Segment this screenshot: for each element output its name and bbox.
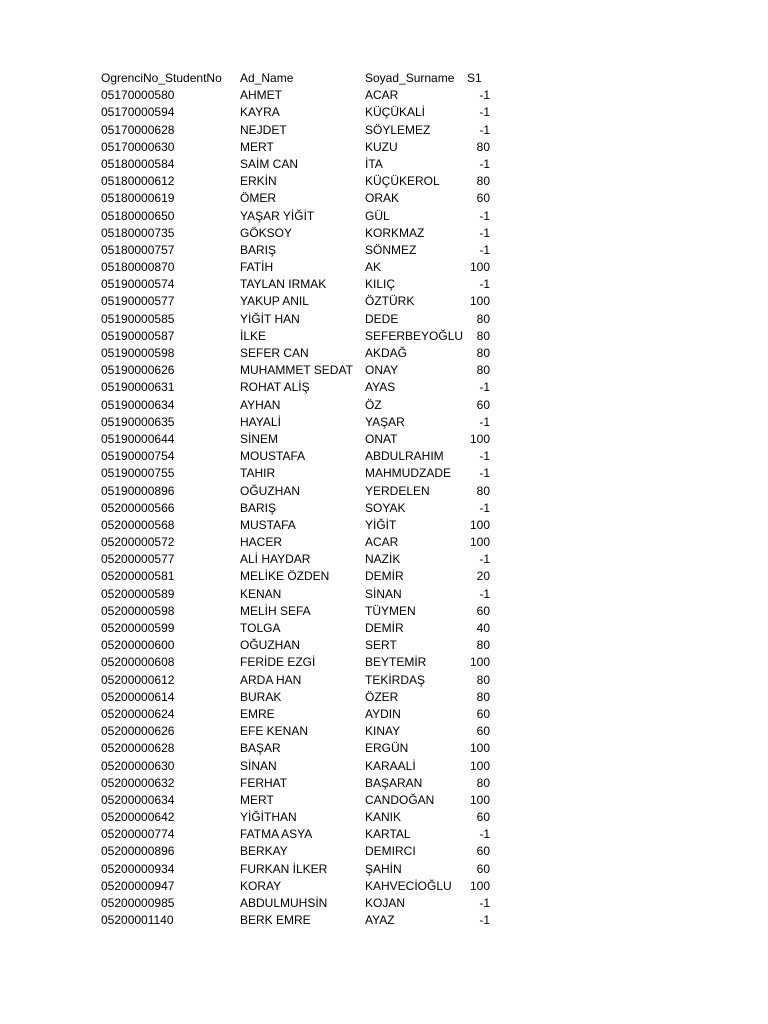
table-row xyxy=(101,723,501,740)
cell-name: SAİM CAN xyxy=(240,156,299,171)
cell-surname: KOJAN xyxy=(365,896,406,910)
cell-name: OĞUZHAN xyxy=(240,483,300,498)
cell-name: EMRE xyxy=(240,706,275,721)
cell-student-no: 05200000628 xyxy=(101,741,175,756)
cell-s1: 80 xyxy=(476,638,490,653)
table-row xyxy=(101,465,501,482)
cell-student-no: 05200000572 xyxy=(101,535,175,550)
cell-s1: 80 xyxy=(476,775,490,790)
table-row xyxy=(101,448,501,465)
cell-student-no: 05200000934 xyxy=(101,861,175,876)
cell-name: BARIŞ xyxy=(240,242,277,257)
cell-s1: 20 xyxy=(476,569,490,584)
cell-name: BURAK xyxy=(240,689,282,704)
cell-student-no: 05200000896 xyxy=(101,844,175,859)
cell-s1: -1 xyxy=(479,500,490,515)
cell-name: TOLGA xyxy=(240,621,281,635)
cell-name: MELİKE ÖZDEN xyxy=(240,569,330,584)
cell-name: YİĞİTHAN xyxy=(240,810,297,825)
table-row xyxy=(101,156,501,173)
cell-s1: -1 xyxy=(479,88,490,103)
cell-student-no: 05200000634 xyxy=(101,792,175,807)
cell-name: MUHAMMET SEDAT xyxy=(240,363,353,378)
cell-student-no: 05180000619 xyxy=(101,191,175,206)
cell-s1: -1 xyxy=(479,466,490,481)
cell-s1: -1 xyxy=(479,156,490,171)
cell-surname: TEKİRDAŞ xyxy=(365,672,426,687)
cell-student-no: 05200000632 xyxy=(101,775,175,790)
cell-surname: BAŞARAN xyxy=(365,775,423,790)
header-student-no: OgrenciNo_StudentNo xyxy=(101,71,222,85)
cell-surname: DEMIRCI xyxy=(365,844,416,859)
table-row xyxy=(101,672,501,689)
cell-surname: ABDULRAHIM xyxy=(365,449,444,464)
table-row xyxy=(101,895,501,912)
cell-name: KENAN xyxy=(240,586,282,601)
cell-s1: 80 xyxy=(476,328,490,343)
cell-name: HACER xyxy=(240,535,283,550)
cell-s1: 100 xyxy=(469,294,490,309)
cell-surname: İTA xyxy=(365,156,383,171)
cell-name: FATMA ASYA xyxy=(240,827,313,842)
cell-surname: AYAS xyxy=(365,380,396,395)
cell-surname: SÖNMEZ xyxy=(365,242,417,257)
table-row xyxy=(101,843,501,860)
cell-name: MOUSTAFA xyxy=(240,449,306,464)
cell-s1: -1 xyxy=(479,105,490,120)
cell-surname: DEMİR xyxy=(365,569,404,584)
cell-name: NEJDET xyxy=(240,122,287,137)
table-row xyxy=(101,225,501,242)
cell-surname: ACAR xyxy=(365,88,399,103)
table-row xyxy=(101,414,501,431)
cell-name: SEFER CAN xyxy=(240,346,309,360)
cell-student-no: 05200000566 xyxy=(101,500,175,515)
cell-student-no: 05200000612 xyxy=(101,672,175,687)
cell-surname: KANIK xyxy=(365,810,402,825)
cell-s1: 60 xyxy=(476,724,490,739)
cell-name: YİĞİT HAN xyxy=(240,311,300,326)
cell-surname: CANDOĞAN xyxy=(365,792,435,807)
table-row xyxy=(101,792,501,809)
cell-surname: AKDAĞ xyxy=(365,346,408,360)
cell-name: MELİH SEFA xyxy=(240,603,311,618)
header-s1: S1 xyxy=(467,71,482,85)
table-row xyxy=(101,912,501,929)
cell-name: MUSTAFA xyxy=(240,517,296,532)
cell-name: AYHAN xyxy=(240,397,281,412)
cell-student-no: 05190000626 xyxy=(101,363,175,378)
cell-student-no: 05180000612 xyxy=(101,174,175,189)
cell-s1: 100 xyxy=(469,741,490,756)
table-row xyxy=(101,397,501,414)
cell-s1: 100 xyxy=(469,260,490,275)
cell-s1: 40 xyxy=(476,621,490,635)
cell-name: HAYALİ xyxy=(240,414,281,429)
table-header-row xyxy=(101,70,501,87)
table-row xyxy=(101,431,501,448)
cell-surname: KUZU xyxy=(365,139,398,154)
table-body xyxy=(101,87,501,929)
cell-surname: KINAY xyxy=(365,724,401,739)
cell-s1: -1 xyxy=(479,896,490,910)
cell-student-no: 05170000594 xyxy=(101,105,175,120)
cell-surname: ŞAHİN xyxy=(365,861,402,876)
table-row xyxy=(101,637,501,654)
table-row xyxy=(101,87,501,104)
table-row xyxy=(101,483,501,500)
cell-name: BERK EMRE xyxy=(240,913,311,928)
cell-surname: KAHVECİOĞLU xyxy=(365,878,452,893)
cell-surname: KORKMAZ xyxy=(365,225,425,240)
cell-s1: 80 xyxy=(476,174,490,189)
cell-surname: ÖZTÜRK xyxy=(365,294,415,309)
cell-student-no: 05200000608 xyxy=(101,655,175,670)
cell-name: ROHAT ALİŞ xyxy=(240,380,310,395)
cell-s1: -1 xyxy=(479,122,490,137)
cell-name: OĞUZHAN xyxy=(240,638,300,653)
cell-student-no: 05190000896 xyxy=(101,483,175,498)
cell-s1: 80 xyxy=(476,346,490,360)
cell-student-no: 05170000630 xyxy=(101,139,175,154)
cell-student-no: 05190000587 xyxy=(101,328,175,343)
cell-name: BARIŞ xyxy=(240,500,277,515)
cell-name: KAYRA xyxy=(240,105,280,120)
table-row xyxy=(101,379,501,396)
cell-surname: ÖZ xyxy=(365,397,382,412)
cell-student-no: 05200000581 xyxy=(101,569,175,584)
cell-name: FERHAT xyxy=(240,775,288,790)
cell-student-no: 05190000585 xyxy=(101,311,175,326)
cell-name: ERKİN xyxy=(240,174,277,189)
table-row xyxy=(101,362,501,379)
cell-name: ABDULMUHSİN xyxy=(240,896,328,910)
cell-student-no: 05180000757 xyxy=(101,242,175,257)
cell-s1: -1 xyxy=(479,208,490,223)
cell-name: AHMET xyxy=(240,88,282,103)
cell-student-no: 05200000600 xyxy=(101,638,175,653)
cell-name: FATİH xyxy=(240,260,274,275)
cell-s1: -1 xyxy=(479,913,490,928)
cell-student-no: 05170000580 xyxy=(101,88,175,103)
cell-surname: KÜÇÜKALİ xyxy=(365,105,426,120)
table-row xyxy=(101,173,501,190)
table-row xyxy=(101,139,501,156)
table-row xyxy=(101,861,501,878)
cell-surname: ONAT xyxy=(365,431,398,446)
cell-surname: DEMİR xyxy=(365,621,404,635)
table-row xyxy=(101,345,501,362)
cell-surname: SERT xyxy=(365,638,397,653)
table-row xyxy=(101,293,501,310)
cell-s1: 80 xyxy=(476,139,490,154)
cell-surname: ACAR xyxy=(365,535,399,550)
cell-student-no: 05190000644 xyxy=(101,431,175,446)
cell-s1: 100 xyxy=(469,431,490,446)
cell-s1: 60 xyxy=(476,706,490,721)
table-row xyxy=(101,568,501,585)
table-row xyxy=(101,740,501,757)
table-row xyxy=(101,878,501,895)
cell-student-no: 05190000574 xyxy=(101,277,175,292)
cell-surname: KILIÇ xyxy=(365,277,396,292)
table-row xyxy=(101,328,501,345)
table-row xyxy=(101,242,501,259)
cell-student-no: 05180000584 xyxy=(101,156,175,171)
cell-s1: -1 xyxy=(479,414,490,429)
cell-student-no: 05170000628 xyxy=(101,122,175,137)
cell-name: İLKE xyxy=(240,328,267,343)
cell-s1: 100 xyxy=(469,535,490,550)
student-score-table xyxy=(101,70,501,929)
header-surname: Soyad_Surname xyxy=(365,71,455,85)
cell-s1: -1 xyxy=(479,449,490,464)
cell-name: SİNEM xyxy=(240,431,279,446)
table-row xyxy=(101,620,501,637)
cell-s1: 60 xyxy=(476,861,490,876)
cell-surname: YİĞİT xyxy=(365,517,397,532)
table-row xyxy=(101,758,501,775)
table-row xyxy=(101,706,501,723)
cell-name: ALİ HAYDAR xyxy=(240,552,311,567)
cell-student-no: 05200000568 xyxy=(101,517,175,532)
cell-student-no: 05190000754 xyxy=(101,449,175,464)
cell-surname: AYDIN xyxy=(365,706,401,721)
cell-s1: 80 xyxy=(476,672,490,687)
cell-surname: KARAALİ xyxy=(365,758,416,773)
cell-student-no: 05190000631 xyxy=(101,380,175,395)
cell-student-no: 05200001140 xyxy=(101,913,174,928)
cell-student-no: 05200000577 xyxy=(101,552,175,567)
cell-student-no: 05190000634 xyxy=(101,397,175,412)
cell-student-no: 05190000755 xyxy=(101,466,175,481)
cell-student-no: 05200000642 xyxy=(101,810,175,825)
cell-name: EFE KENAN xyxy=(240,724,309,739)
cell-surname: BEYTEMİR xyxy=(365,655,427,670)
table-row xyxy=(101,826,501,843)
table-row xyxy=(101,517,501,534)
cell-name: MERT xyxy=(240,792,274,807)
cell-surname: SEFERBEYOĞLU xyxy=(365,328,464,343)
table-row xyxy=(101,276,501,293)
cell-name: KORAY xyxy=(240,878,282,893)
header-name: Ad_Name xyxy=(240,71,294,85)
cell-name: ÖMER xyxy=(240,191,276,206)
cell-student-no: 05200000626 xyxy=(101,724,175,739)
cell-name: MERT xyxy=(240,139,274,154)
table-row xyxy=(101,809,501,826)
cell-s1: 60 xyxy=(476,844,490,859)
cell-name: ARDA HAN xyxy=(240,672,302,687)
cell-student-no: 05180000650 xyxy=(101,208,175,223)
cell-s1: -1 xyxy=(479,827,490,842)
cell-surname: ERGÜN xyxy=(365,741,409,756)
cell-name: BAŞAR xyxy=(240,741,281,756)
cell-s1: -1 xyxy=(479,242,490,257)
table-row xyxy=(101,551,501,568)
table-row xyxy=(101,311,501,328)
table-row xyxy=(101,654,501,671)
cell-s1: 60 xyxy=(476,191,490,206)
cell-student-no: 05190000598 xyxy=(101,346,175,360)
table-row xyxy=(101,534,501,551)
cell-student-no: 05190000635 xyxy=(101,414,175,429)
cell-surname: KARTAL xyxy=(365,827,411,842)
cell-surname: AYAZ xyxy=(365,913,395,928)
cell-name: TAYLAN IRMAK xyxy=(240,277,327,292)
cell-s1: -1 xyxy=(479,586,490,601)
cell-surname: SÖYLEMEZ xyxy=(365,122,431,137)
cell-surname: SOYAK xyxy=(365,500,406,515)
table-row xyxy=(101,190,501,207)
cell-student-no: 05200000985 xyxy=(101,896,175,910)
cell-s1: 100 xyxy=(469,758,490,773)
cell-surname: ORAK xyxy=(365,191,400,206)
cell-s1: 60 xyxy=(476,603,490,618)
cell-s1: 80 xyxy=(476,311,490,326)
cell-name: FURKAN İLKER xyxy=(240,861,328,876)
table-row xyxy=(101,775,501,792)
cell-s1: 80 xyxy=(476,483,490,498)
cell-s1: 100 xyxy=(469,792,490,807)
cell-student-no: 05190000577 xyxy=(101,294,175,309)
table-row xyxy=(101,122,501,139)
cell-surname: MAHMUDZADE xyxy=(365,466,451,481)
cell-s1: -1 xyxy=(479,277,490,292)
cell-surname: NAZİK xyxy=(365,552,401,567)
cell-surname: AK xyxy=(365,260,382,275)
cell-s1: 100 xyxy=(469,517,490,532)
table-row xyxy=(101,689,501,706)
cell-surname: KÜÇÜKEROL xyxy=(365,174,440,189)
cell-student-no: 05180000735 xyxy=(101,225,175,240)
cell-student-no: 05200000947 xyxy=(101,878,175,893)
cell-s1: -1 xyxy=(479,552,490,567)
cell-s1: 60 xyxy=(476,397,490,412)
cell-surname: ONAY xyxy=(365,363,399,378)
cell-surname: TÜYMEN xyxy=(365,603,416,618)
cell-student-no: 05200000624 xyxy=(101,706,175,721)
cell-student-no: 05200000774 xyxy=(101,827,175,842)
table-row xyxy=(101,586,501,603)
cell-surname: YERDELEN xyxy=(365,483,430,498)
cell-s1: 100 xyxy=(469,878,490,893)
cell-student-no: 05180000870 xyxy=(101,260,175,275)
cell-student-no: 05200000589 xyxy=(101,586,175,601)
cell-s1: 80 xyxy=(476,689,490,704)
cell-s1: -1 xyxy=(479,225,490,240)
table-row xyxy=(101,208,501,225)
cell-name: BERKAY xyxy=(240,844,288,859)
cell-s1: 100 xyxy=(469,655,490,670)
table-row xyxy=(101,500,501,517)
cell-name: SİNAN xyxy=(240,758,277,773)
cell-name: FERİDE EZGİ xyxy=(240,655,316,670)
table-row xyxy=(101,104,501,121)
cell-name: YAŞAR YİĞİT xyxy=(240,208,315,223)
cell-s1: 80 xyxy=(476,363,490,378)
cell-student-no: 05200000614 xyxy=(101,689,175,704)
cell-student-no: 05200000630 xyxy=(101,758,175,773)
cell-name: TAHIR xyxy=(240,466,276,481)
cell-name: YAKUP ANIL xyxy=(240,294,309,309)
cell-surname: DEDE xyxy=(365,311,399,326)
table-row xyxy=(101,603,501,620)
table-row xyxy=(101,259,501,276)
cell-surname: SİNAN xyxy=(365,586,402,601)
cell-surname: YAŞAR xyxy=(365,414,405,429)
cell-student-no: 05200000599 xyxy=(101,621,175,635)
cell-surname: ÖZER xyxy=(365,689,399,704)
cell-name: GÖKSOY xyxy=(240,225,293,240)
cell-student-no: 05200000598 xyxy=(101,603,175,618)
cell-s1: -1 xyxy=(479,380,490,395)
cell-surname: GÜL xyxy=(365,208,390,223)
cell-s1: 60 xyxy=(476,810,490,825)
